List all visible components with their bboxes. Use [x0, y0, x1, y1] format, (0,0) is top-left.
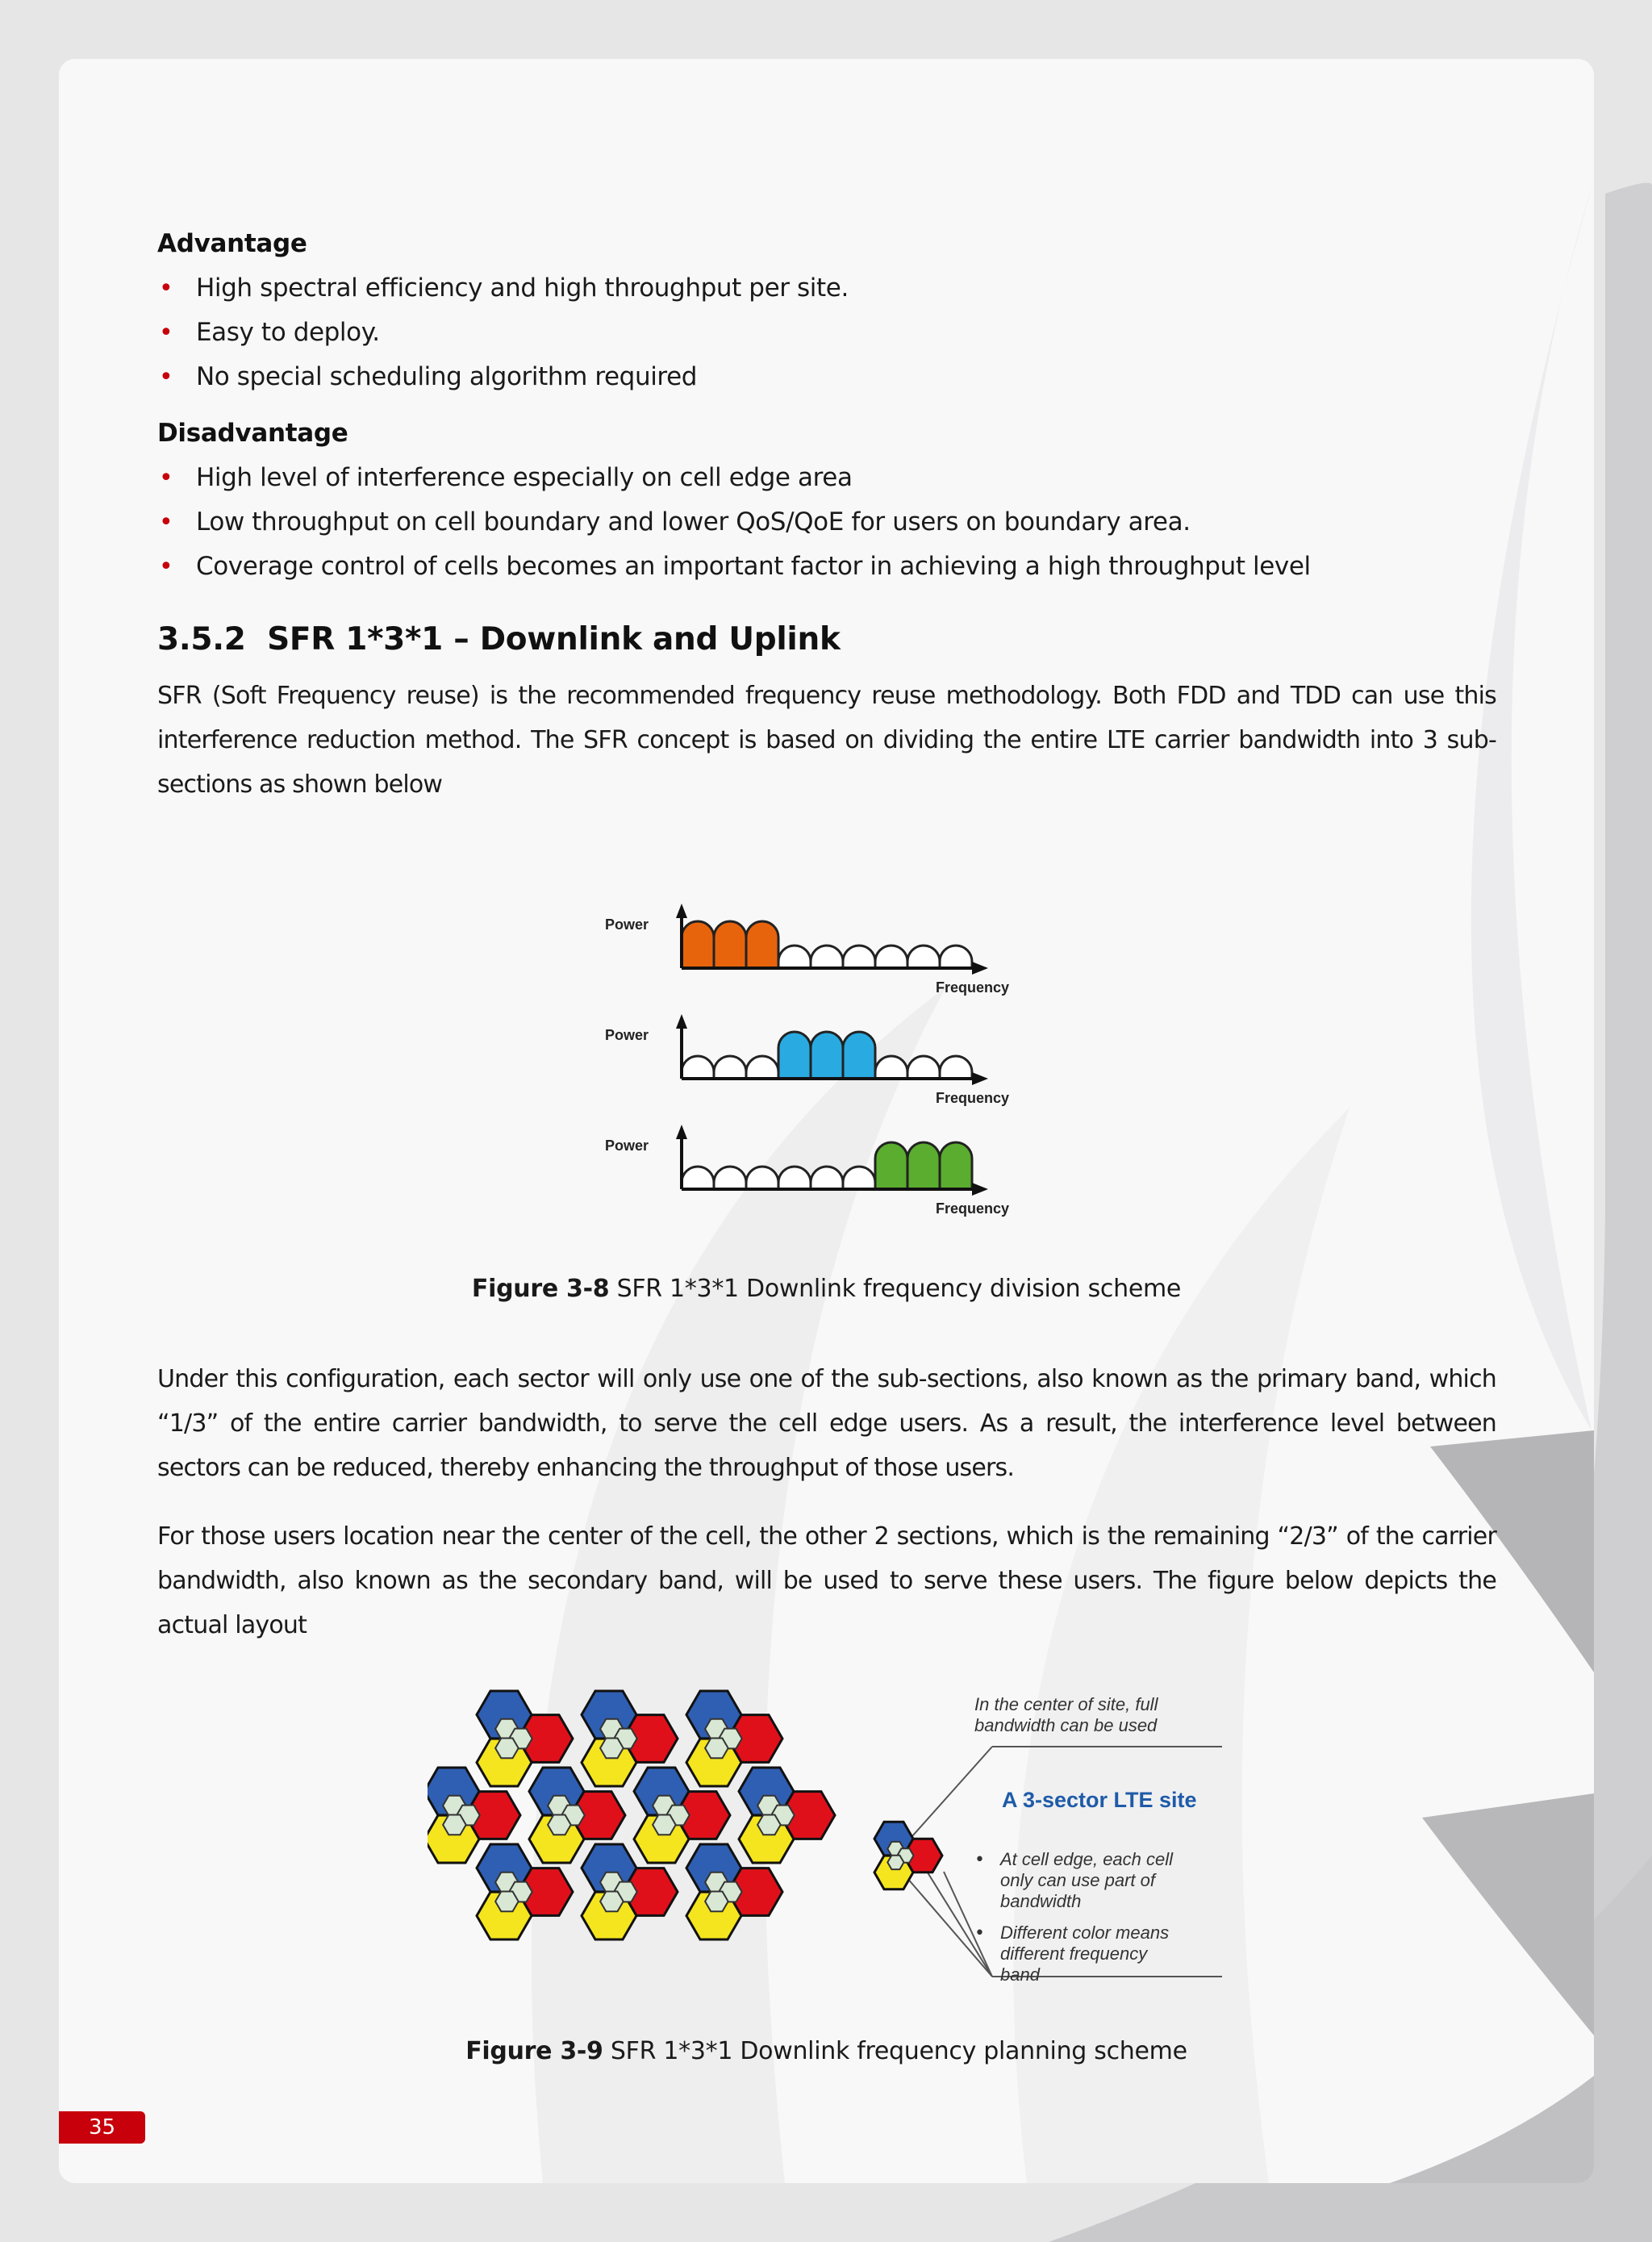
- primary-band-lobe: [940, 1142, 972, 1189]
- arrow-icon: [972, 1183, 988, 1196]
- center-cell: [443, 1815, 466, 1835]
- primary-band-lobe: [907, 1142, 940, 1189]
- frequency-planning-figure: [428, 1686, 1234, 1993]
- advantage-list: [157, 266, 1496, 399]
- list-item-text: Low throughput on cell boundary and lower QoS/QoE for users on boundary area.: [196, 507, 1191, 536]
- section-number: 3.5.2: [157, 621, 246, 658]
- frequency-axis-label: Frequency: [936, 1090, 1010, 1106]
- list-item-text: High spectral efficiency and high throughput per site.: [196, 273, 849, 303]
- list-item: [157, 355, 1496, 399]
- annotation-center: In the center of site, full: [974, 1694, 1158, 1714]
- bullet-icon: •: [974, 1923, 985, 1943]
- band-lobe: [746, 1167, 778, 1189]
- primary-band-lobe: [714, 921, 746, 968]
- frequency-axis-label: Frequency: [936, 979, 1010, 996]
- bullet-icon: •: [159, 553, 173, 581]
- center-cell: [495, 1892, 519, 1912]
- center-cell: [600, 1739, 624, 1759]
- paragraph: Under this configuration, each sector will only use one of the sub-sections, also known as the primary band, which “1/3” of the entire carrier bandwidth, to serve the cell edge users. As a result, the interference level between sectors can be reduced, thereby enhancing the throughput of those users.: [157, 1365, 1496, 1482]
- cell-site: [739, 1768, 835, 1863]
- center-cell: [887, 1856, 903, 1869]
- figure-label: Figure 3-8: [471, 1275, 610, 1303]
- arrow-icon: [972, 962, 988, 975]
- bullet-icon: •: [974, 1850, 985, 1870]
- bullet-icon: •: [159, 319, 173, 347]
- frequency-division-figure: [605, 887, 1049, 1230]
- band-lobe: [907, 946, 940, 968]
- arrow-icon: [676, 1125, 687, 1139]
- page-number: 35: [59, 2111, 145, 2144]
- section-title: SFR 1*3*1 – Downlink and Uplink: [267, 621, 841, 658]
- band-lobe: [682, 1056, 714, 1079]
- band-lobe: [746, 1056, 778, 1079]
- note-edge: only can use part of: [1000, 1870, 1156, 1890]
- site-title: A 3-sector LTE site: [1002, 1788, 1197, 1812]
- list-item: [157, 545, 1496, 589]
- band-lobe: [714, 1056, 746, 1079]
- list-item-text: Coverage control of cells becomes an important factor in achieving a high throughput level: [196, 552, 1311, 581]
- center-cell: [548, 1815, 571, 1835]
- explanation-paragraphs: [157, 1357, 1496, 1672]
- note-color: band: [1000, 1964, 1040, 1985]
- band-lobe: [811, 946, 843, 968]
- annotation-center: bandwidth can be used: [974, 1715, 1158, 1735]
- bullet-icon: •: [159, 508, 173, 536]
- band-lobe: [843, 1167, 875, 1189]
- disadvantage-list: [157, 456, 1496, 589]
- arrow-icon: [972, 1072, 988, 1085]
- primary-band-lobe: [682, 921, 714, 968]
- list-item: [157, 456, 1496, 500]
- note-color: Different color means: [1000, 1923, 1170, 1943]
- frequency-axis-label: Frequency: [936, 1200, 1010, 1217]
- center-cell: [600, 1892, 624, 1912]
- note-edge: bandwidth: [1000, 1891, 1082, 1911]
- note-color: different frequency: [1000, 1943, 1148, 1964]
- disadvantage-heading: Disadvantage: [157, 419, 348, 448]
- section-heading: [157, 621, 1496, 658]
- power-axis-label: Power: [605, 916, 649, 933]
- arrow-icon: [676, 1014, 687, 1029]
- center-cell: [757, 1815, 781, 1835]
- power-axis-label: Power: [605, 1138, 649, 1154]
- note-edge: At cell edge, each cell: [1000, 1849, 1174, 1869]
- list-item-text: Easy to deploy.: [196, 318, 380, 347]
- power-axis-label: Power: [605, 1027, 649, 1043]
- figure-3-8-caption: [59, 1275, 1594, 1303]
- band-lobe: [778, 1167, 811, 1189]
- section-intro: SFR (Soft Frequency reuse) is the recommended frequency reuse methodology. Both FDD and TDD can use this interference reduction method. The SFR concept is based on dividing the entire LTE carrier bandwidth into 3 sub-sections as shown below: [157, 682, 1496, 799]
- hexagon-grid: [428, 1691, 835, 1939]
- primary-band-lobe: [746, 921, 778, 968]
- band-lobe: [811, 1167, 843, 1189]
- bullet-icon: •: [159, 464, 173, 492]
- figure-caption-text: SFR 1*3*1 Downlink frequency planning scheme: [610, 2037, 1187, 2065]
- figure-label: Figure 3-9: [465, 2037, 603, 2065]
- center-cell: [705, 1739, 728, 1759]
- band-lobe: [778, 946, 811, 968]
- band-lobe: [875, 1056, 907, 1079]
- band-lobe: [940, 946, 972, 968]
- list-item-text: No special scheduling algorithm required: [196, 362, 698, 391]
- center-cell: [495, 1739, 519, 1759]
- bullet-icon: •: [159, 274, 173, 303]
- list-item: [157, 266, 1496, 311]
- list-item: [157, 500, 1496, 545]
- primary-band-lobe: [843, 1032, 875, 1079]
- primary-band-lobe: [811, 1032, 843, 1079]
- band-lobe: [682, 1167, 714, 1189]
- paragraph: For those users location near the center of the cell, the other 2 sections, which is the remaining “2/3” of the carrier bandwidth, also known as the secondary band, will be used to serve these users. The figure below depicts the actual layout: [157, 1522, 1496, 1639]
- frequency-row: [605, 904, 1009, 996]
- center-cell: [653, 1815, 676, 1835]
- band-lobe: [875, 946, 907, 968]
- figure-caption-text: SFR 1*3*1 Downlink frequency division scheme: [616, 1275, 1182, 1303]
- primary-band-lobe: [778, 1032, 811, 1079]
- arrow-icon: [676, 904, 687, 918]
- band-lobe: [940, 1056, 972, 1079]
- band-lobe: [714, 1167, 746, 1189]
- bullet-icon: •: [159, 363, 173, 391]
- primary-band-lobe: [875, 1142, 907, 1189]
- figure-3-9-caption: [59, 2037, 1594, 2065]
- list-item: [157, 311, 1496, 355]
- advantage-heading: Advantage: [157, 229, 307, 258]
- band-lobe: [843, 946, 875, 968]
- frequency-row: [605, 1014, 1009, 1106]
- frequency-row: [605, 1125, 1009, 1217]
- band-lobe: [907, 1056, 940, 1079]
- list-item-text: High level of interference especially on cell edge area: [196, 463, 853, 492]
- center-cell: [705, 1892, 728, 1912]
- advantages-section: [157, 229, 1496, 831]
